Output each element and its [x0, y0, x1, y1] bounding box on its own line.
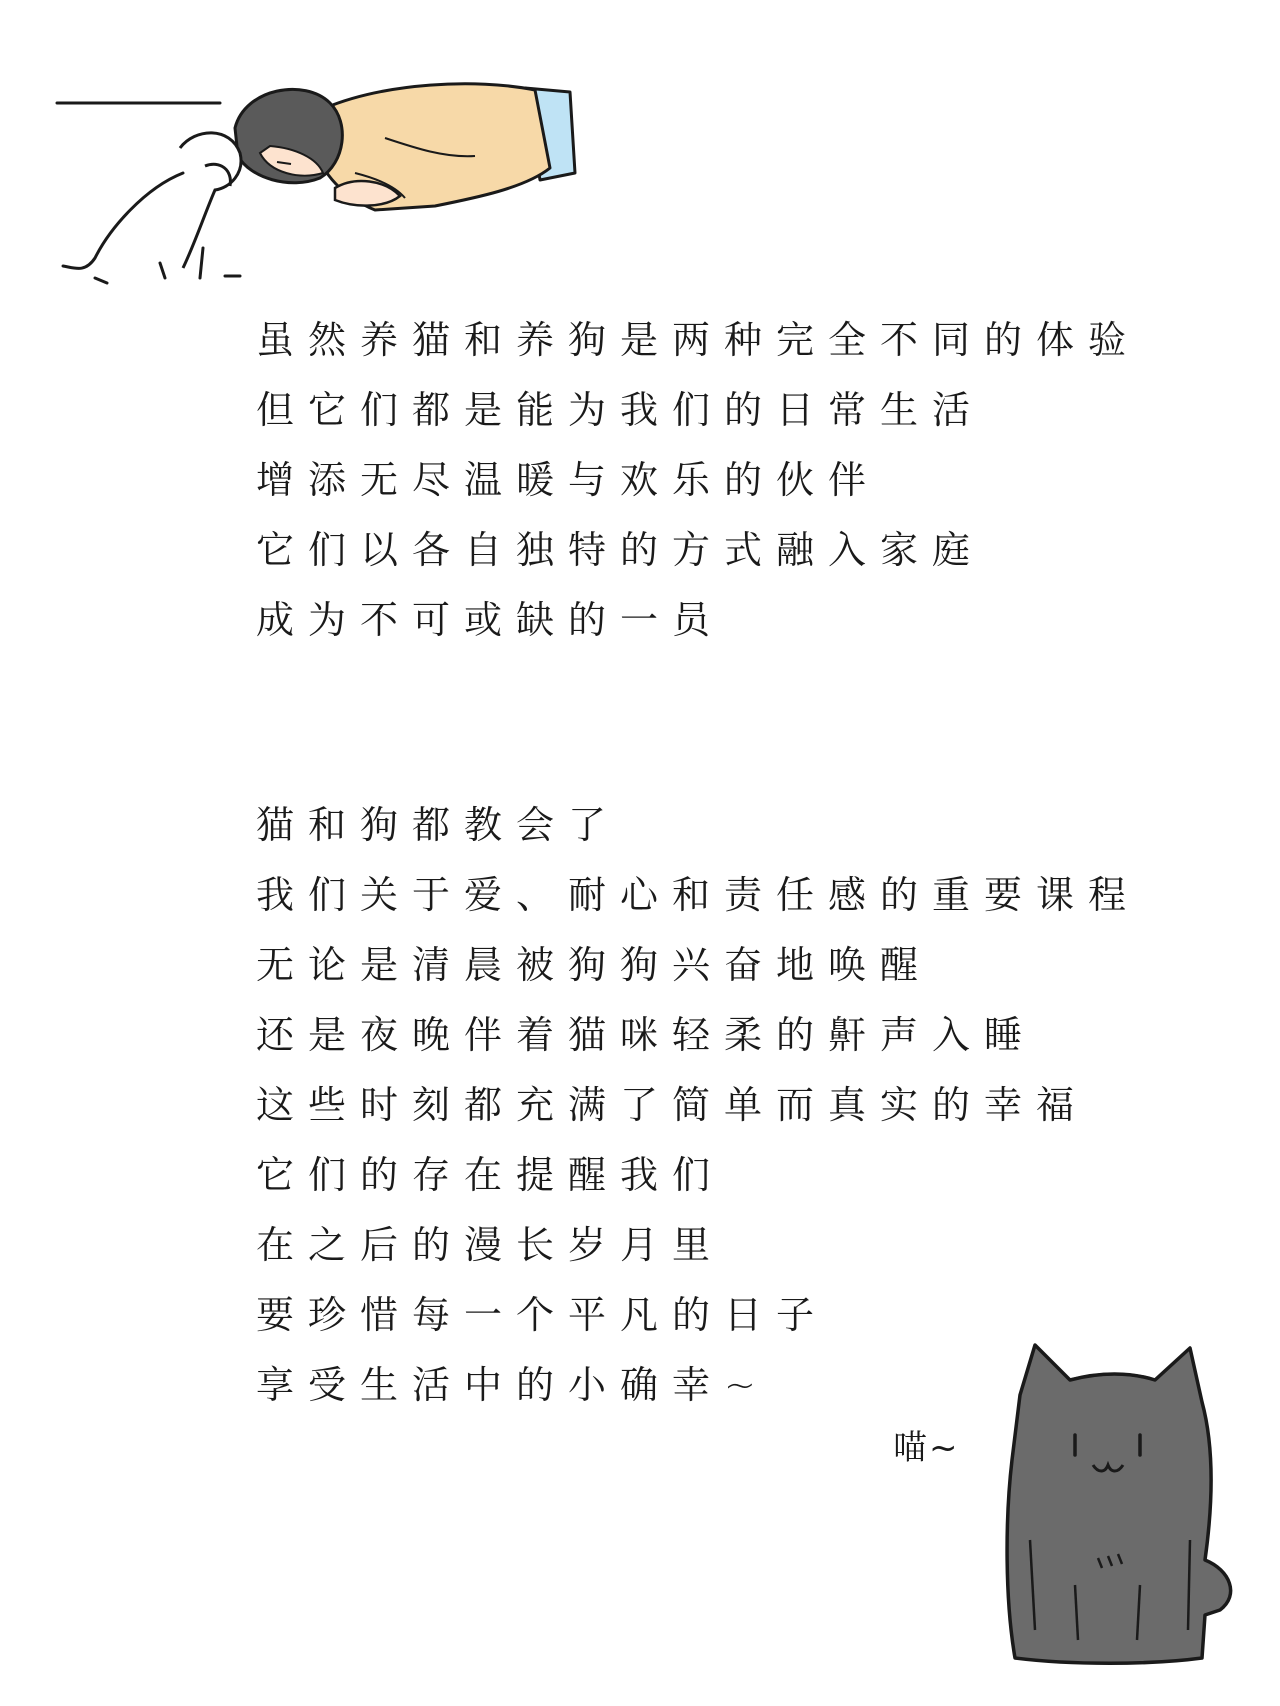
poem-line: 猫和狗都教会了	[256, 803, 621, 847]
poem-line: 成为不可或缺的一员	[256, 598, 725, 642]
gray-cat-illustration	[990, 1340, 1240, 1670]
poem-line: 还是夜晚伴着猫咪轻柔的鼾声入睡	[256, 1013, 1037, 1057]
sleeping-person-with-dog-illustration	[55, 78, 595, 318]
poem-line: 享受生活中的小确幸~	[256, 1363, 770, 1407]
poem-stanza-2	[256, 790, 1140, 1420]
poem-line: 增添无尽温暖与欢乐的伙伴	[256, 458, 881, 502]
poem-line: 无论是清晨被狗狗兴奋地唤醒	[256, 943, 933, 987]
poem-line: 它们的存在提醒我们	[256, 1153, 725, 1197]
poem-line: 要珍惜每一个平凡的日子	[256, 1293, 829, 1337]
cat-caption: 喵~	[893, 1428, 960, 1468]
poem-stanza-1	[256, 305, 1140, 655]
poem-line: 在之后的漫长岁月里	[256, 1223, 725, 1267]
poem-line: 我们关于爱、耐心和责任感的重要课程	[256, 873, 1141, 917]
poem-line: 但它们都是能为我们的日常生活	[256, 388, 985, 432]
poem-line: 这些时刻都充满了简单而真实的幸福	[256, 1083, 1089, 1127]
poem-line: 它们以各自独特的方式融入家庭	[256, 528, 985, 572]
poem-line: 虽然养猫和养狗是两种完全不同的体验	[256, 318, 1141, 362]
